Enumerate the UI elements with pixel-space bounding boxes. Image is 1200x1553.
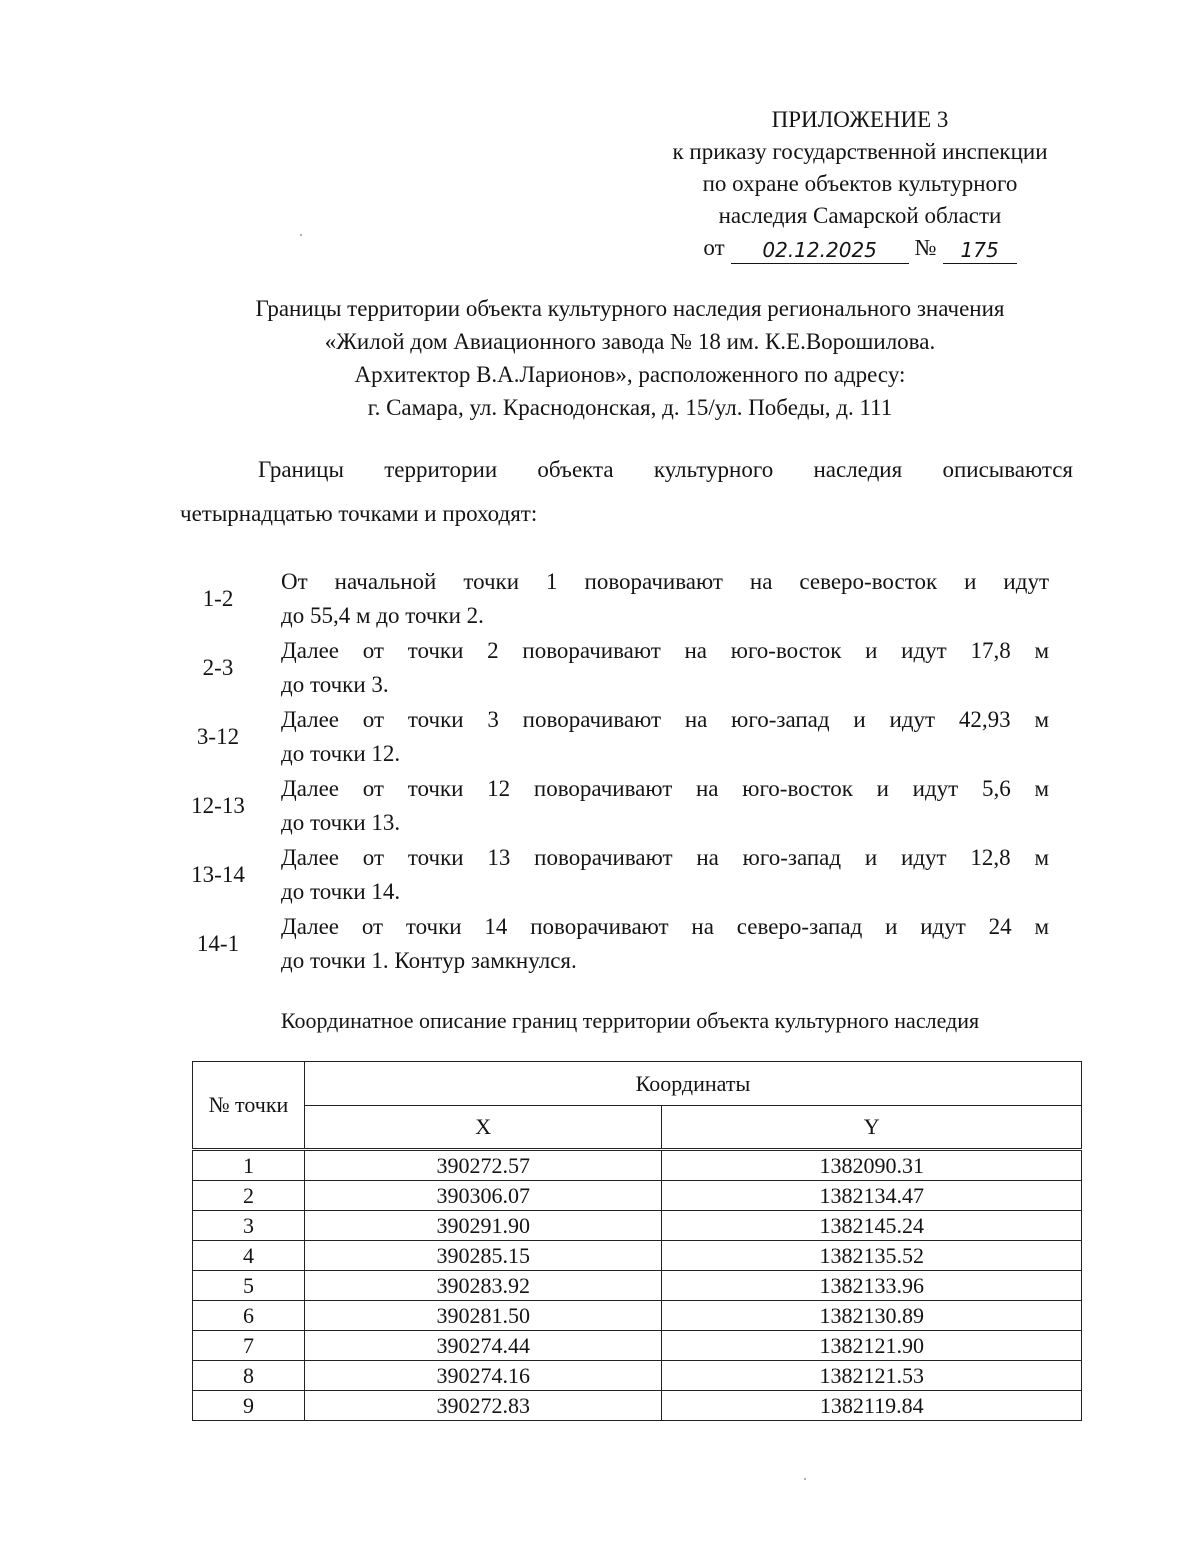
y-value: 1382135.52 bbox=[662, 1241, 1082, 1271]
appendix-header bbox=[640, 104, 1080, 264]
point-number: 5 bbox=[193, 1271, 305, 1301]
step-segment: 12-13 bbox=[191, 792, 245, 818]
handwritten-date: 02.12.2025 bbox=[731, 237, 909, 264]
y-value: 1382133.96 bbox=[662, 1271, 1082, 1301]
step-line-1: Далее от точки 12 поворачивают на юго-восток и идут 5,6 м bbox=[281, 775, 1049, 801]
table-row bbox=[193, 1181, 1082, 1211]
heading-line-1: Границы территории объекта культурного наследия регионального значения bbox=[255, 296, 1005, 321]
x-value: 390306.07 bbox=[304, 1181, 662, 1211]
point-number: 3 bbox=[193, 1211, 305, 1241]
appendix-line-3: наследия Самарской области bbox=[718, 203, 1002, 228]
y-value: 1382145.24 bbox=[662, 1211, 1082, 1241]
table-row bbox=[193, 1361, 1082, 1391]
document-heading bbox=[130, 292, 1130, 424]
point-number: 8 bbox=[193, 1361, 305, 1391]
coordinates-header: Координаты bbox=[304, 1062, 1081, 1106]
point-number: 2 bbox=[193, 1181, 305, 1211]
scan-speck bbox=[300, 234, 302, 236]
intro-paragraph bbox=[180, 448, 1073, 536]
intro-line-1: Границы территории объекта культурного наследия описываются bbox=[258, 457, 1073, 482]
order-date-number bbox=[703, 232, 1016, 264]
heading-line-3: Архитектор В.А.Ларионов», расположенного по адресу: bbox=[354, 362, 906, 387]
handwritten-number: 175 bbox=[943, 237, 1017, 264]
point-number: 4 bbox=[193, 1241, 305, 1271]
intro-line-2: четырнадцатью точками и проходят: bbox=[180, 501, 538, 526]
table-row bbox=[193, 1301, 1082, 1331]
table-row bbox=[193, 1331, 1082, 1361]
point-number: 9 bbox=[193, 1391, 305, 1421]
boundary-steps bbox=[180, 564, 1070, 978]
y-value: 1382130.89 bbox=[662, 1301, 1082, 1331]
y-value: 1382121.53 bbox=[662, 1361, 1082, 1391]
number-label: № bbox=[914, 235, 937, 260]
step-line-2: до 55,4 м до точки 2. bbox=[281, 602, 484, 628]
table-row bbox=[193, 1271, 1082, 1301]
boundary-step bbox=[180, 771, 1070, 840]
step-line-1: Далее от точки 14 поворачивают на северо-запад и идут 24 м bbox=[281, 913, 1049, 939]
point-number: 1 bbox=[193, 1150, 305, 1181]
table-row bbox=[193, 1150, 1082, 1181]
table-caption: Координатное описание границ территории объекта культурного наследия bbox=[280, 1008, 980, 1033]
table-row bbox=[193, 1391, 1082, 1421]
table-row bbox=[193, 1211, 1082, 1241]
y-value: 1382134.47 bbox=[662, 1181, 1082, 1211]
scan-speck bbox=[804, 1478, 806, 1480]
x-value: 390281.50 bbox=[304, 1301, 662, 1331]
step-line-2: до точки 1. Контур замкнулся. bbox=[281, 947, 577, 973]
boundary-step bbox=[180, 909, 1070, 978]
step-line-2: до точки 3. bbox=[281, 671, 389, 697]
step-segment: 14-1 bbox=[196, 930, 240, 956]
x-value: 390274.44 bbox=[304, 1331, 662, 1361]
y-value: 1382119.84 bbox=[662, 1391, 1082, 1421]
boundary-step bbox=[180, 633, 1070, 702]
point-number: 6 bbox=[193, 1301, 305, 1331]
appendix-line-1: к приказу государственной инспекции bbox=[672, 139, 1048, 164]
coordinates-table bbox=[192, 1061, 1082, 1421]
step-segment: 2-3 bbox=[202, 654, 234, 680]
step-description bbox=[281, 634, 1049, 702]
step-segment: 1-2 bbox=[202, 585, 234, 611]
x-value: 390283.92 bbox=[304, 1271, 662, 1301]
step-description bbox=[281, 565, 1049, 633]
point-number-header: № точки bbox=[193, 1062, 305, 1150]
from-label: от bbox=[703, 235, 725, 260]
boundary-step bbox=[180, 840, 1070, 909]
heading-line-4: г. Самара, ул. Краснодонская, д. 15/ул. Победы, д. 111 bbox=[367, 395, 893, 420]
x-value: 390272.57 bbox=[304, 1150, 662, 1181]
boundary-step bbox=[180, 564, 1070, 633]
y-value: 1382121.90 bbox=[662, 1331, 1082, 1361]
x-header: X bbox=[304, 1106, 662, 1150]
x-value: 390285.15 bbox=[304, 1241, 662, 1271]
appendix-title: ПРИЛОЖЕНИЕ 3 bbox=[771, 107, 949, 132]
appendix-line-2: по охране объектов культурного bbox=[702, 171, 1018, 196]
y-header: Y bbox=[662, 1106, 1082, 1150]
x-value: 390272.83 bbox=[304, 1391, 662, 1421]
x-value: 390274.16 bbox=[304, 1361, 662, 1391]
step-description bbox=[281, 772, 1049, 840]
step-line-2: до точки 13. bbox=[281, 809, 401, 835]
boundary-step bbox=[180, 702, 1070, 771]
step-line-1: Далее от точки 2 поворачивают на юго-восток и идут 17,8 м bbox=[281, 637, 1049, 663]
step-line-1: Далее от точки 3 поворачивают на юго-запад и идут 42,93 м bbox=[281, 706, 1049, 732]
step-segment: 3-12 bbox=[196, 723, 240, 749]
step-description bbox=[281, 910, 1049, 978]
step-segment: 13-14 bbox=[191, 861, 245, 887]
table-row bbox=[193, 1241, 1082, 1271]
step-line-1: От начальной точки 1 поворачивают на северо-восток и идут bbox=[281, 568, 1049, 594]
step-description bbox=[281, 703, 1049, 771]
step-line-2: до точки 14. bbox=[281, 878, 401, 904]
point-number: 7 bbox=[193, 1331, 305, 1361]
y-value: 1382090.31 bbox=[662, 1150, 1082, 1181]
step-line-2: до точки 12. bbox=[281, 740, 401, 766]
heading-line-2: «Жилой дом Авиационного завода № 18 им. К.Е.Ворошилова. bbox=[324, 329, 936, 354]
step-line-1: Далее от точки 13 поворачивают на юго-запад и идут 12,8 м bbox=[281, 844, 1049, 870]
x-value: 390291.90 bbox=[304, 1211, 662, 1241]
step-description bbox=[281, 841, 1049, 909]
